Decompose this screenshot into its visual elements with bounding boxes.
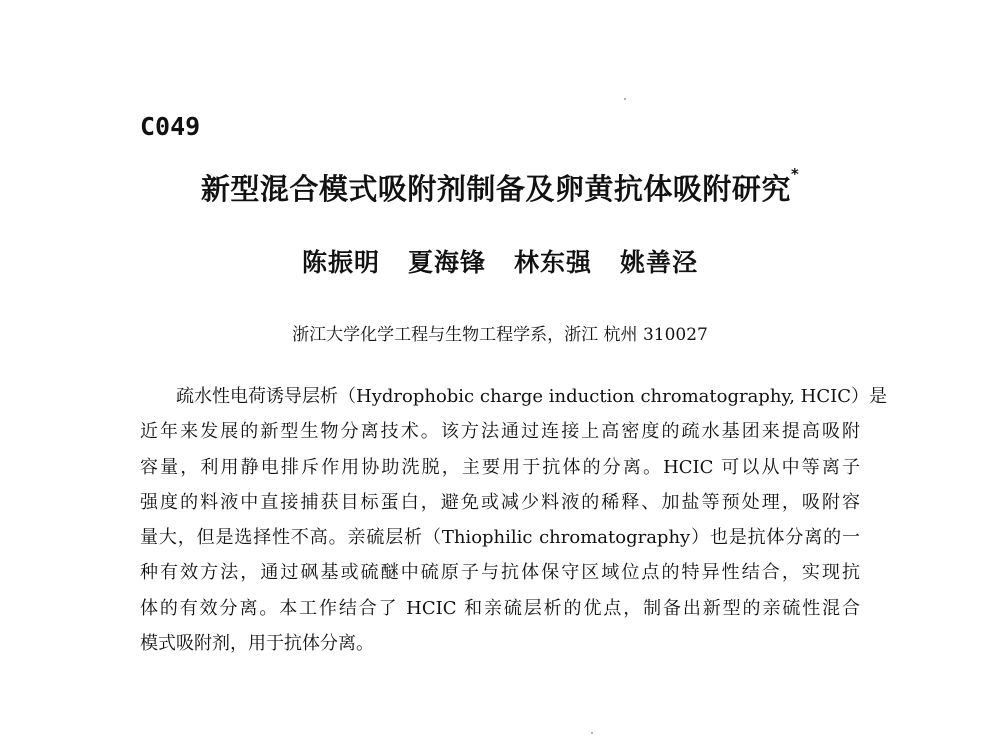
author-2: 夏海锋 <box>407 248 486 277</box>
body-line-4: 强度的料液中直接捕获目标蛋白，避免或减少料液的稀释、加盐等预处理，吸附容 <box>140 491 860 513</box>
scan-speck <box>624 98 626 100</box>
body-line-5: 量大，但是选择性不高。亲硫层析（Thiophilic chromatography）也是抗体分离的一 <box>140 527 860 549</box>
body-line-7: 体的有效分离。本工作结合了 HCIC 和亲硫层析的优点，制备出新型的亲硫性混合 <box>140 597 860 619</box>
paper-title-text: 新型混合模式吸附剂制备及卵黄抗体吸附研究 <box>200 172 791 206</box>
author-3: 林东强 <box>514 248 593 277</box>
body-line-6: 种有效方法，通过砜基或硫醚中硫原子与抗体保守区域位点的特异性结合，实现抗 <box>140 562 860 584</box>
abstract-body <box>140 379 887 661</box>
affiliation: 浙江大学化学工程与生物工程学系，浙江 杭州 310027 <box>292 325 708 345</box>
paper-title <box>100 167 900 208</box>
body-line-3: 容量，利用静电排斥作用协助洗脱，主要用于抗体的分离。HCIC 可以从中等离子 <box>140 456 860 478</box>
body-line-8: 模式吸附剂，用于抗体分离。 <box>140 633 374 655</box>
author-1: 陈振明 <box>301 248 380 277</box>
author-4: 姚善泾 <box>620 248 699 277</box>
scan-speck <box>591 732 593 734</box>
body-line-2: 近年来发展的新型生物分离技术。该方法通过连接上高密度的疏水基团来提高吸附 <box>140 421 860 443</box>
title-footnote-mark: * <box>790 165 800 183</box>
abstract-code: C049 <box>140 112 201 141</box>
author-list <box>100 243 900 279</box>
body-line-1: 疏水性电荷诱导层析（Hydrophobic charge induction chromatography, HCIC）是 <box>176 386 887 407</box>
